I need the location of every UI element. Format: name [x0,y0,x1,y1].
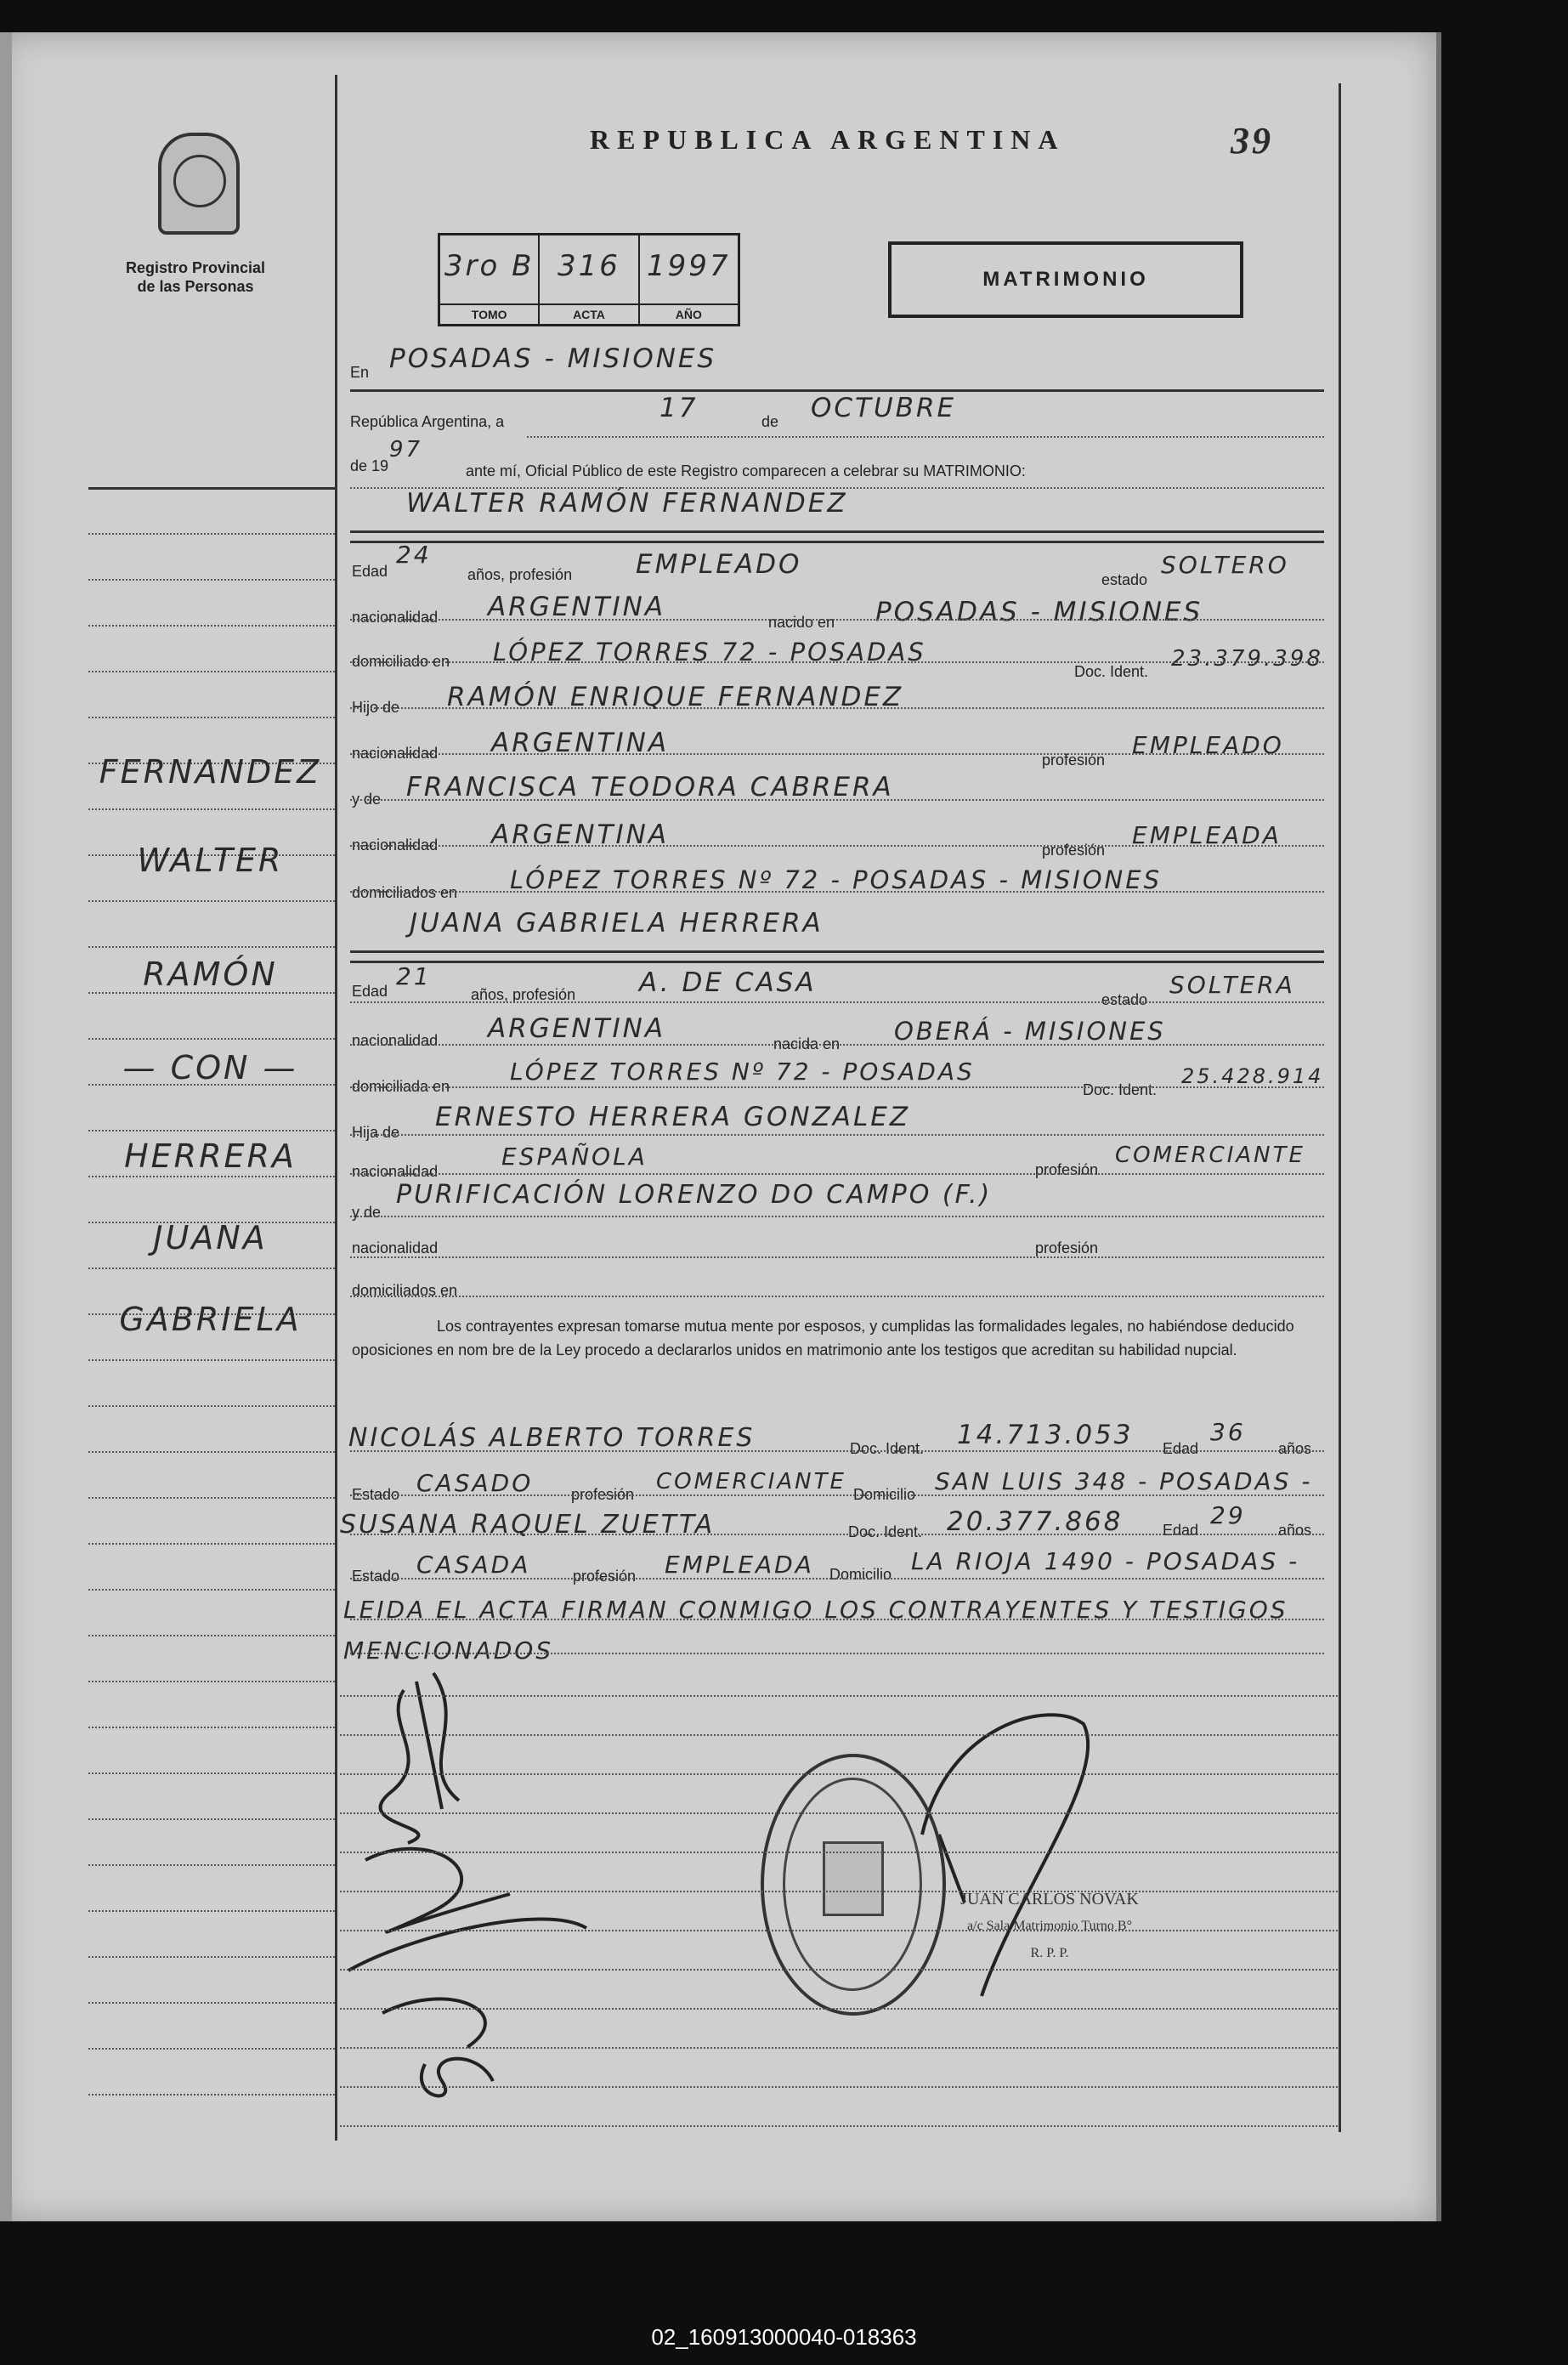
margin-ruled-line [88,1956,335,1958]
groom-mother-nationality: ARGENTINA [491,820,670,850]
margin-ruled-line [88,487,335,490]
margin-ruled-line [88,1772,335,1774]
form-ruled-line [350,1534,1324,1535]
label-estado-w2: Estado [352,1568,400,1585]
label-estado-w1: Estado [352,1486,400,1503]
label-doc-w1: Doc. Ident. [850,1440,925,1457]
acta-label: ACTA [540,303,637,324]
label-en: En [350,364,370,381]
label-doc: Doc. Ident. [1074,663,1149,680]
label-domicilio-w1: Domicilio [853,1486,916,1503]
label-nacionalidad-2: nacionalidad [352,745,439,762]
book-binding [0,32,12,2221]
form-ruled-line [340,2125,1338,2127]
witness2-profession: EMPLEADA [665,1551,814,1579]
form-ruled-line [527,436,1324,438]
label-profesion: profesión [1042,751,1106,768]
groom-father-profession: EMPLEADO [1132,731,1284,759]
officer-name: JUAN CARLOS NOVAK [960,1890,1139,1908]
form-ruled-line [340,2047,1338,2049]
witness1-doc: 14.713.053 [957,1420,1134,1450]
form-ruled-line [350,1450,1324,1452]
margin-ruled-line [88,1130,335,1131]
label-anos-w1: años [1278,1440,1312,1457]
margin-middle-name-groom: RAMÓN [143,956,278,993]
form-ruled-line [350,1001,1324,1003]
margin-ruled-line [88,1176,335,1177]
label-domiciliada: domiciliada en [352,1078,450,1095]
form-ruled-line [350,1134,1324,1136]
margin-ruled-line [88,579,335,581]
form-ruled-line [350,1044,1324,1046]
margin-ruled-line [88,1359,335,1361]
groom-age: 24 [396,541,432,569]
groom-father-nationality: ARGENTINA [491,728,670,758]
label-anos-w2: años [1278,1522,1312,1539]
form-ruled-line [350,1653,1324,1654]
label-de19: de 19 [350,457,389,474]
margin-ruled-line [88,808,335,810]
form-ruled-line [340,1695,1338,1697]
form-ruled-line [340,1969,1338,1971]
bride-doc: 25.428.914 [1181,1064,1324,1088]
witness2-status: CASADA [416,1551,531,1579]
label-doc-w2: Doc. Ident. [848,1523,923,1540]
label-nacido-en: nacido en [768,614,835,631]
ceremony-place: POSADAS - MISIONES [389,343,717,374]
margin-ruled-line [88,1451,335,1453]
bride-father: ERNESTO HERRERA GONZALEZ [435,1102,911,1132]
witness1-status: CASADO [416,1469,534,1497]
margin-ruled-line [88,671,335,672]
label-ante: ante mí, Oficial Público de este Registro comparecen a celebrar su MATRIMONIO: [466,462,1026,479]
groom-doc: 23.379.398 [1171,646,1323,672]
margin-ruled-line [88,1268,335,1269]
officer-org: R. P. P. [1030,1946,1069,1960]
margin-ruled-line [88,717,335,718]
form-ruled-line [350,1296,1324,1297]
witness1-name: NICOLÁS ALBERTO TORRES [348,1423,756,1453]
margin-ruled-line [88,2002,335,2004]
bride-status: SOLTERA [1169,971,1295,999]
document-type-box: MATRIMONIO [888,241,1243,318]
margin-ruled-line [88,625,335,627]
form-ruled-line [340,1773,1338,1775]
bride-profession: A. DE CASA [639,967,817,998]
witness1-age: 36 [1210,1418,1246,1446]
label-nacionalidad: nacionalidad [352,609,439,626]
witness2-name: SUSANA RAQUEL ZUETTA [340,1510,716,1540]
form-ruled-line [350,707,1324,709]
label-domiciliados-bride: domiciliados en [352,1282,458,1299]
bride-father-nationality: ESPAÑOLA [501,1143,648,1171]
form-ruled-line [350,1216,1324,1217]
form-ruled-line [350,961,1324,963]
form-ruled-line [350,1619,1324,1620]
bride-age: 21 [396,962,432,990]
margin-ruled-line [88,1497,335,1499]
margin-ruled-line [88,1727,335,1728]
form-ruled-line [350,1256,1324,1258]
margin-ruled-line [88,1589,335,1591]
label-edad-w2: Edad [1163,1522,1199,1539]
left-margin [88,75,335,2136]
label-hijo-de: Hijo de [352,699,400,716]
tomo-label: TOMO [440,303,538,324]
bride-mother: PURIFICACIÓN LORENZO DO CAMPO (F.) [396,1180,993,1210]
form-ruled-line [350,389,1324,392]
groom-mother: FRANCISCA TEODORA CABRERA [406,772,894,803]
form-ruled-line [350,1173,1324,1175]
label-domiciliado: domiciliado en [352,653,450,670]
margin-surname-groom: FERNANDEZ [99,753,322,791]
bride-birthplace: OBERÁ - MISIONES [894,1017,1166,1046]
witness2-age: 29 [1210,1501,1246,1529]
groom-birthplace: POSADAS - MISIONES [875,597,1203,627]
label-nacionalidad-bride: nacionalidad [352,1032,439,1049]
bride-name: JUANA GABRIELA HERRERA [410,908,824,939]
registry-name: Registro Provincial de las Personas [125,259,266,295]
label-profesion-bride-2: profesión [1035,1239,1099,1256]
label-anos-profesion-bride: años, profesión [471,986,576,1003]
groom-name: WALTER RAMÓN FERNANDEZ [406,488,848,519]
ceremony-month: OCTUBRE [811,393,957,423]
form-ruled-line [350,753,1324,755]
ceremony-day: 17 [659,393,699,423]
margin-ruled-line [88,1405,335,1407]
form-ruled-line [350,661,1324,663]
bride-address: LÓPEZ TORRES Nº 72 - POSADAS [510,1058,975,1086]
margin-conjunction: — CON — [122,1049,298,1086]
witness2-doc: 20.377.868 [947,1506,1124,1537]
label-y-de-bride: y de [352,1204,382,1221]
margin-ruled-line [88,1864,335,1866]
form-ruled-line [350,1578,1324,1580]
margin-ruled-line [88,1910,335,1912]
margin-ruled-line [88,1818,335,1820]
groom-parents-address: LÓPEZ TORRES Nº 72 - POSADAS - MISIONES [510,865,1162,894]
margin-ruled-line [88,533,335,535]
record-number-box [438,233,740,326]
right-rule [1339,83,1341,2132]
form-ruled-line [340,1852,1338,1853]
label-estado-bride: estado [1101,991,1148,1008]
form-ruled-line [340,1891,1338,1892]
page-title: REPUBLICA ARGENTINA [590,124,1066,155]
form-ruled-line [350,845,1324,847]
label-domicilio-w2: Domicilio [829,1566,892,1583]
signatures-icon [331,1656,688,2132]
groom-nationality: ARGENTINA [488,592,666,622]
form-ruled-line [350,799,1324,801]
margin-surname-bride: HERRERA [124,1137,297,1175]
witness2-address: LA RIOJA 1490 - POSADAS - [911,1547,1300,1575]
label-edad-bride: Edad [352,983,388,1000]
groom-father: RAMÓN ENRIQUE FERNANDEZ [447,682,904,712]
groom-profession: EMPLEADO [636,549,802,580]
tomo-value: 3ro B [444,249,535,283]
form-ruled-line [350,950,1324,953]
margin-ruled-line [88,1635,335,1636]
page-number: 39 [1231,120,1273,162]
label-nacionalidad-3: nacionalidad [352,837,439,854]
margin-first-name-bride: JUANA [153,1219,268,1256]
form-ruled-line [340,1734,1338,1736]
margin-middle-name-bride: GABRIELA [119,1301,302,1338]
ano-label: AÑO [640,303,738,324]
label-edad-w1: Edad [1163,1440,1199,1457]
form-ruled-line [350,619,1324,621]
label-profesion-2: profesión [1042,842,1106,859]
margin-ruled-line [88,1681,335,1682]
label-republica: República Argentina, a [350,413,505,430]
margin-ruled-line [88,1038,335,1040]
acta-value: 316 [558,249,620,283]
form-ruled-line [340,1812,1338,1814]
witness1-profession: COMERCIANTE [656,1469,846,1494]
label-hija-de: Hija de [352,1124,400,1141]
label-nacionalidad-bride-2: nacionalidad [352,1163,439,1180]
groom-address: LÓPEZ TORRES 72 - POSADAS [493,638,926,666]
image-id-caption: 02_160913000040-018363 [651,2324,917,2350]
form-ruled-line [350,487,1324,489]
form-ruled-line [350,1086,1324,1088]
margin-ruled-line [88,2048,335,2050]
form-ruled-line [350,891,1324,893]
witness1-address: SAN LUIS 348 - POSADAS - [935,1467,1313,1495]
register-page [0,32,1441,2221]
form-ruled-line [340,1930,1338,1931]
label-nacionalidad-bride-3: nacionalidad [352,1239,439,1256]
bride-nationality: ARGENTINA [488,1013,666,1044]
form-ruled-line [350,1494,1324,1496]
remarks: LEIDA EL ACTA FIRMAN CONMIGO LOS CONTRAYENTES Y TESTIGOS MENCIONADOS [343,1596,1288,1665]
groom-status: SOLTERO [1161,551,1289,579]
ano-value: 1997 [647,249,731,283]
label-domiciliados: domiciliados en [352,884,458,901]
bride-father-profession: COMERCIANTE [1115,1143,1305,1168]
margin-ruled-line [88,1543,335,1545]
form-ruled-line [340,2008,1338,2010]
label-doc-bride: Doc. Ident. [1083,1081,1158,1098]
label-anos-profesion: años, profesión [467,566,573,583]
form-ruled-line [350,530,1324,533]
form-ruled-line [340,2086,1338,2088]
label-profesion-bride: profesión [1035,1161,1099,1178]
officer-role: a/c Sala Matrimonio Turno B° [967,1919,1132,1933]
label-estado: estado [1101,571,1148,588]
label-profesion-w1: profesión [571,1486,635,1503]
closing-paragraph: Los contrayentes expresan tomarse mutua mente por esposos, y cumplidas las formalidades legales, no habiéndose deducido oposiciones en nom bre de la Ley procedo a declararlos unidos en matrimonio ante los testigos que acreditan su habilidad nupcial. [352,1318,1294,1358]
label-nacida-en: nacida en [773,1035,841,1052]
margin-ruled-line [88,2094,335,2096]
label-y-de: y de [352,791,382,808]
label-edad: Edad [352,563,388,580]
label-de: de [761,413,779,430]
margin-first-name-groom: WALTER [137,842,284,879]
label-profesion-w2: profesión [573,1568,637,1585]
margin-ruled-line [88,946,335,948]
officer-block [914,1886,1186,1967]
groom-mother-profession: EMPLEADA [1132,821,1282,849]
form-ruled-line [350,541,1324,543]
margin-ruled-line [88,900,335,902]
ceremony-year: 97 [389,437,423,462]
